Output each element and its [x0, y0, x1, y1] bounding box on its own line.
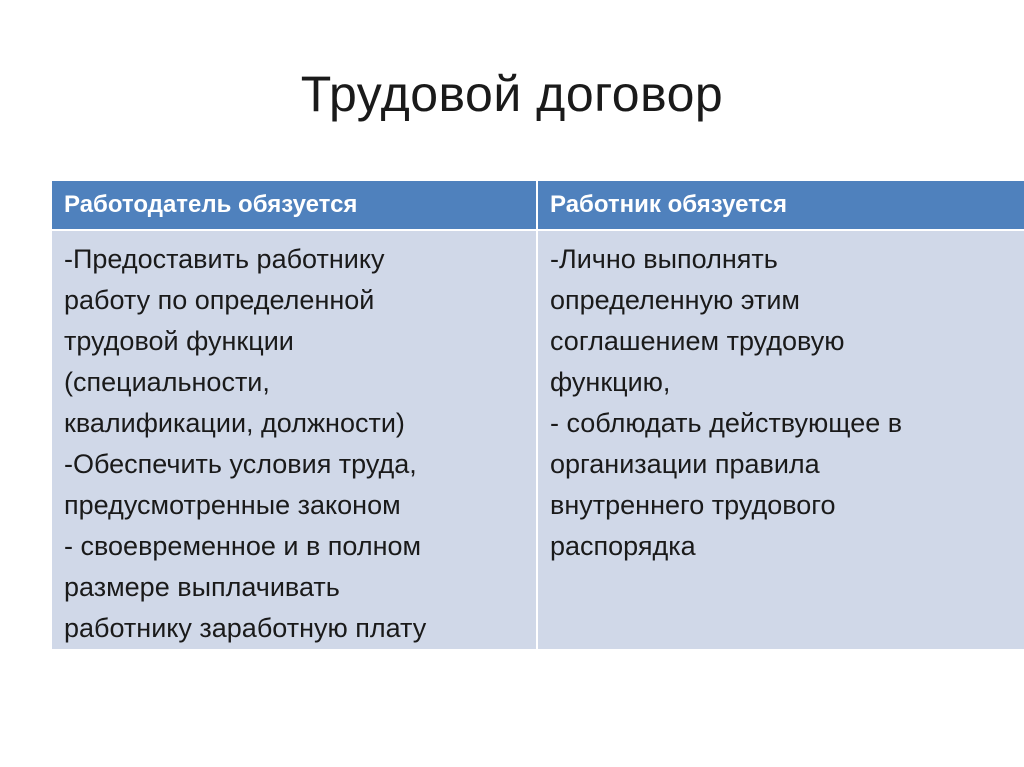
employee-obligations-cell — [537, 230, 1024, 650]
header-employee: Работник обязуется — [537, 180, 1024, 230]
employer-line: - своевременное и в полном — [64, 531, 422, 561]
employer-line: -Обеспечить условия труда, — [64, 449, 417, 479]
table-body-row — [51, 230, 1024, 650]
employer-line: квалификации, должности) — [64, 408, 405, 438]
employee-line: определенную этим — [550, 285, 800, 315]
employer-line: работнику заработную плату — [64, 613, 427, 643]
employer-line: работу по определенной — [64, 285, 375, 315]
employee-line: распорядка — [550, 531, 696, 561]
employer-line: -Предоставить работнику — [64, 244, 385, 274]
employee-line: внутреннего трудового — [550, 490, 836, 520]
employee-line: соглашением трудовую — [550, 326, 845, 356]
slide-title: Трудовой договор — [300, 66, 724, 122]
employer-line: (специальности, — [64, 367, 270, 397]
employee-line: организации правила — [550, 449, 820, 479]
employer-line: размере выплачивать — [64, 572, 340, 602]
employer-line: трудовой функции — [64, 326, 294, 356]
header-employer: Работодатель обязуется — [51, 180, 537, 230]
employee-line: функцию, — [550, 367, 671, 397]
employer-line: предусмотренные законом — [64, 490, 401, 520]
employee-line: - соблюдать действующее в — [550, 408, 903, 438]
table-header-row — [51, 180, 1024, 230]
obligations-table — [50, 179, 1024, 651]
employee-line: -Лично выполнять — [550, 244, 778, 274]
employer-obligations-cell — [51, 230, 537, 650]
